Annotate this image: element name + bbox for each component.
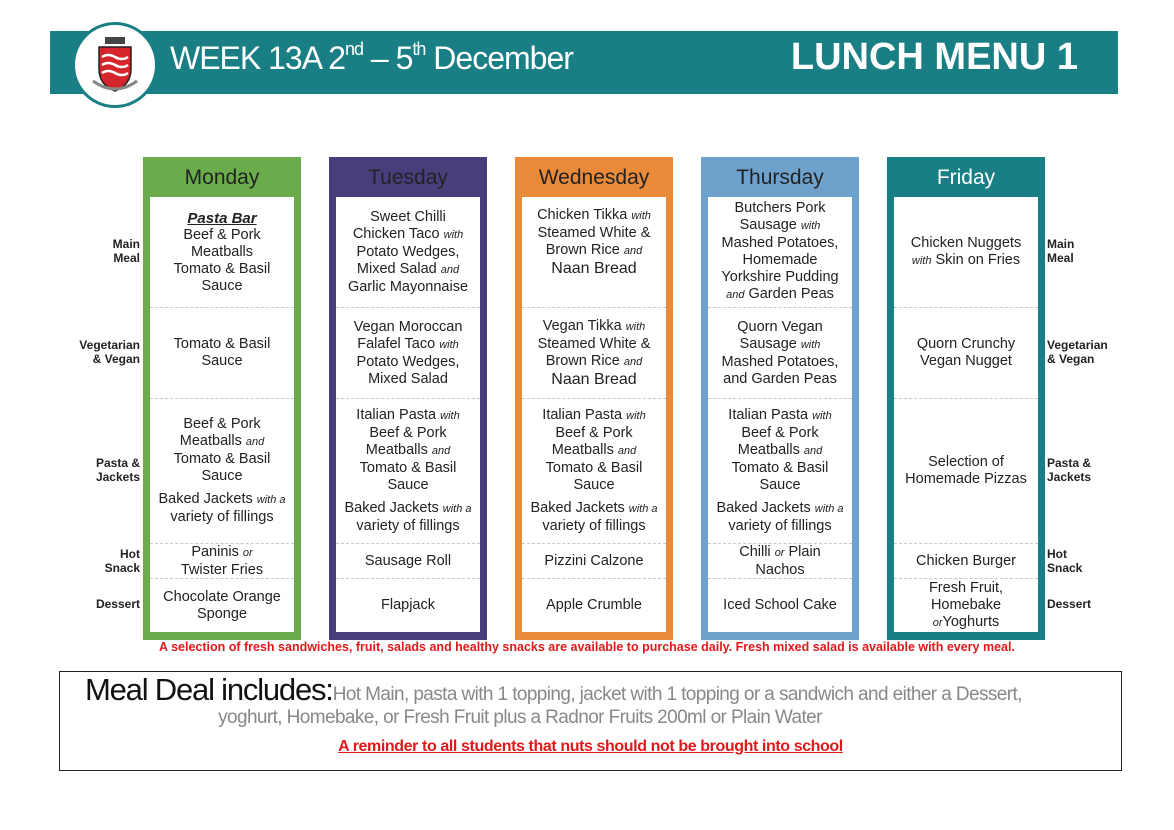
lunch-menu-title: LUNCH MENU 1 (790, 36, 1078, 78)
wednesday-dessert: Apple Crumble (546, 597, 642, 613)
friday-hot-snack: Chicken Burger (916, 552, 1016, 569)
friday-pasta-jackets: Selection of Homemade Pizzas (905, 454, 1027, 487)
day-header-wednesday: Wednesday (538, 166, 650, 189)
column-monday (143, 157, 301, 640)
day-header-monday: Monday (184, 166, 260, 189)
meal-deal-heading: Meal Deal includes: (85, 672, 333, 707)
row-label-pasta-left: Pasta & Jackets (95, 456, 140, 484)
friday-vegetarian: Quorn Crunchy Vegan Nugget (916, 336, 1016, 369)
school-crest-logo (72, 22, 158, 108)
meal-deal-box (59, 671, 1122, 771)
tuesday-hot-snack: Sausage Roll (364, 552, 452, 569)
column-wednesday (515, 157, 673, 640)
monday-pasta-jackets: Beef & Pork Meatballs and Tomato & Basil Sauce Baked Jackets with a variety of fillings (158, 416, 286, 525)
day-header-tuesday: Tuesday (368, 166, 448, 189)
column-friday (887, 157, 1045, 640)
day-header-friday: Friday (936, 166, 996, 189)
column-tuesday (329, 157, 487, 640)
monday-hot-snack: Paninis or Twister Fries (180, 543, 264, 578)
meal-deal-text: Meal Deal includes:Hot Main, pasta with 1 topping, jacket with 1 topping or a sandwich and either a Dessert, yoghurt, Homebake, or Fresh Fruit plus a Radnor Fruits 200ml or Plain Water (85, 672, 1022, 728)
tuesday-main-meal: Sweet Chilli Chicken Taco with Potato Wedges, Mixed Salad and Garlic Mayonnaise (347, 208, 469, 295)
tuesday-pasta-jackets: Italian Pasta with Beef & Pork Meatballs and Tomato & Basil Sauce Baked Jackets with a variety of fillings (344, 407, 472, 534)
row-label-dessert-right: Dessert (1047, 597, 1092, 611)
monday-vegetarian: Tomato & Basil Sauce (173, 336, 271, 369)
row-label-pasta-right: Pasta & Jackets (1047, 456, 1092, 484)
row-label-main-right: Main Meal (1047, 237, 1075, 265)
nuts-reminder: A reminder to all students that nuts should not be brought into school (338, 738, 843, 755)
row-label-hot-right: Hot Snack (1047, 547, 1083, 575)
row-label-dessert-left: Dessert (95, 597, 140, 611)
row-label-hot-left: Hot Snack (104, 547, 140, 575)
tuesday-dessert: Flapjack (381, 597, 435, 613)
friday-dessert: Fresh Fruit, Homebake orYoghurts (928, 579, 1004, 630)
thursday-vegetarian: Quorn Vegan Sausage with Mashed Potatoes, and Garden Peas (721, 318, 839, 387)
row-label-veg-right: Vegetarian & Vegan (1047, 338, 1108, 366)
crest-icon (75, 25, 155, 105)
wednesday-hot-snack: Pizzini Calzone (544, 552, 644, 569)
week-title: WEEK 13A 2nd – 5th December (170, 39, 573, 76)
thursday-hot-snack: Chilli or Plain Nachos (739, 543, 821, 578)
fresh-food-notice: A selection of fresh sandwiches, fruit, salads and healthy snacks are available to purchase daily. Fresh mixed salad is available with every meal. (159, 640, 1015, 654)
friday-main-meal: Chicken Nuggets with Skin on Fries (910, 234, 1022, 268)
thursday-main-meal: Butchers Pork Sausage with Mashed Potatoes, Homemade Yorkshire Pudding and Garden Peas (721, 200, 839, 302)
monday-main-meal: Pasta Bar Beef & Pork Meatballs Tomato & Basil Sauce (173, 209, 271, 294)
thursday-dessert: Iced School Cake (723, 597, 837, 613)
wednesday-pasta-jackets: Italian Pasta with Beef & Pork Meatballs and Tomato & Basil Sauce Baked Jackets with a variety of fillings (530, 407, 658, 534)
wednesday-main-meal: Chicken Tikka with Steamed White & Brown Rice and Naan Bread (537, 207, 651, 277)
day-header-thursday: Thursday (736, 166, 824, 189)
monday-dessert: Chocolate Orange Sponge (163, 588, 281, 622)
wednesday-vegetarian: Vegan Tikka with Steamed White & Brown Rice and Naan Bread (537, 318, 651, 388)
row-label-main-left: Main Meal (112, 237, 140, 265)
tuesday-vegetarian: Vegan Moroccan Falafel Taco with Potato Wedges, Mixed Salad (353, 318, 463, 387)
row-label-veg-left: Vegetarian & Vegan (79, 338, 140, 366)
thursday-pasta-jackets: Italian Pasta with Beef & Pork Meatballs and Tomato & Basil Sauce Baked Jackets with a variety of fillings (716, 407, 844, 534)
column-thursday (701, 157, 859, 640)
